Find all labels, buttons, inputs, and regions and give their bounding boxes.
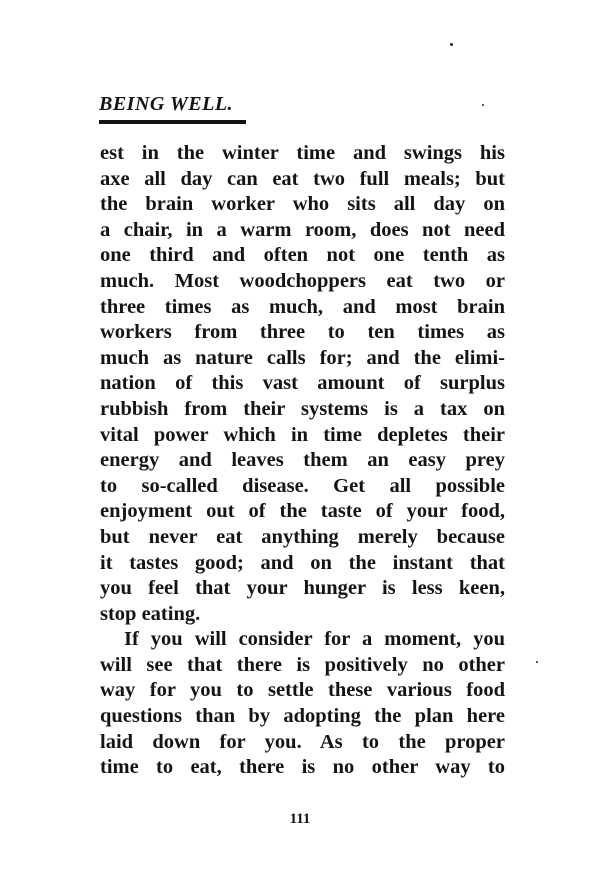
text-line: but never eat anything merely because (100, 525, 505, 548)
running-head-title: BEING WELL. (99, 93, 234, 115)
running-head-rule (99, 120, 246, 124)
text-line: much. Most woodchoppers eat two or (100, 269, 505, 292)
text-line: laid down for you. As to the proper (100, 730, 505, 753)
text-line: to so-called disease. Get all possible (100, 474, 505, 497)
text-line: questions than by adopting the plan here (100, 705, 505, 728)
text-line: much as nature calls for; and the elimi- (100, 346, 505, 369)
scan-speck (536, 661, 538, 663)
text-line: If you will consider for a moment, you (124, 628, 505, 651)
text-line: stop eating. (100, 602, 201, 625)
text-line: will see that there is positively no other (100, 653, 505, 676)
text-line: one third and often not one tenth as (100, 244, 505, 267)
text-line: energy and leaves them an easy prey (100, 449, 505, 472)
text-line: enjoyment out of the taste of your food, (100, 500, 505, 523)
text-line: a chair, in a warm room, does not need (100, 218, 505, 241)
text-line: axe all day can eat two full meals; but (100, 167, 505, 190)
text-line: vital power which in time depletes their (100, 423, 505, 446)
text-line: est in the winter time and swings his (100, 142, 505, 164)
text-line: three times as much, and most brain (100, 295, 505, 318)
body-text (100, 141, 505, 781)
text-line: nation of this vast amount of surplus (100, 372, 505, 395)
scan-speck (482, 104, 484, 106)
text-line: time to eat, there is no other way to (100, 756, 505, 779)
text-line: rubbish from their systems is a tax on (100, 397, 505, 420)
scan-speck (450, 43, 453, 46)
text-line: it tastes good; and on the instant that (100, 551, 505, 574)
running-head (99, 92, 249, 116)
text-line: way for you to settle these various food (100, 679, 505, 702)
page-number: 111 (289, 811, 311, 827)
text-line: the brain worker who sits all day on (100, 193, 505, 216)
text-line: workers from three to ten times as (100, 321, 505, 344)
text-line: you feel that your hunger is less keen, (100, 577, 505, 600)
